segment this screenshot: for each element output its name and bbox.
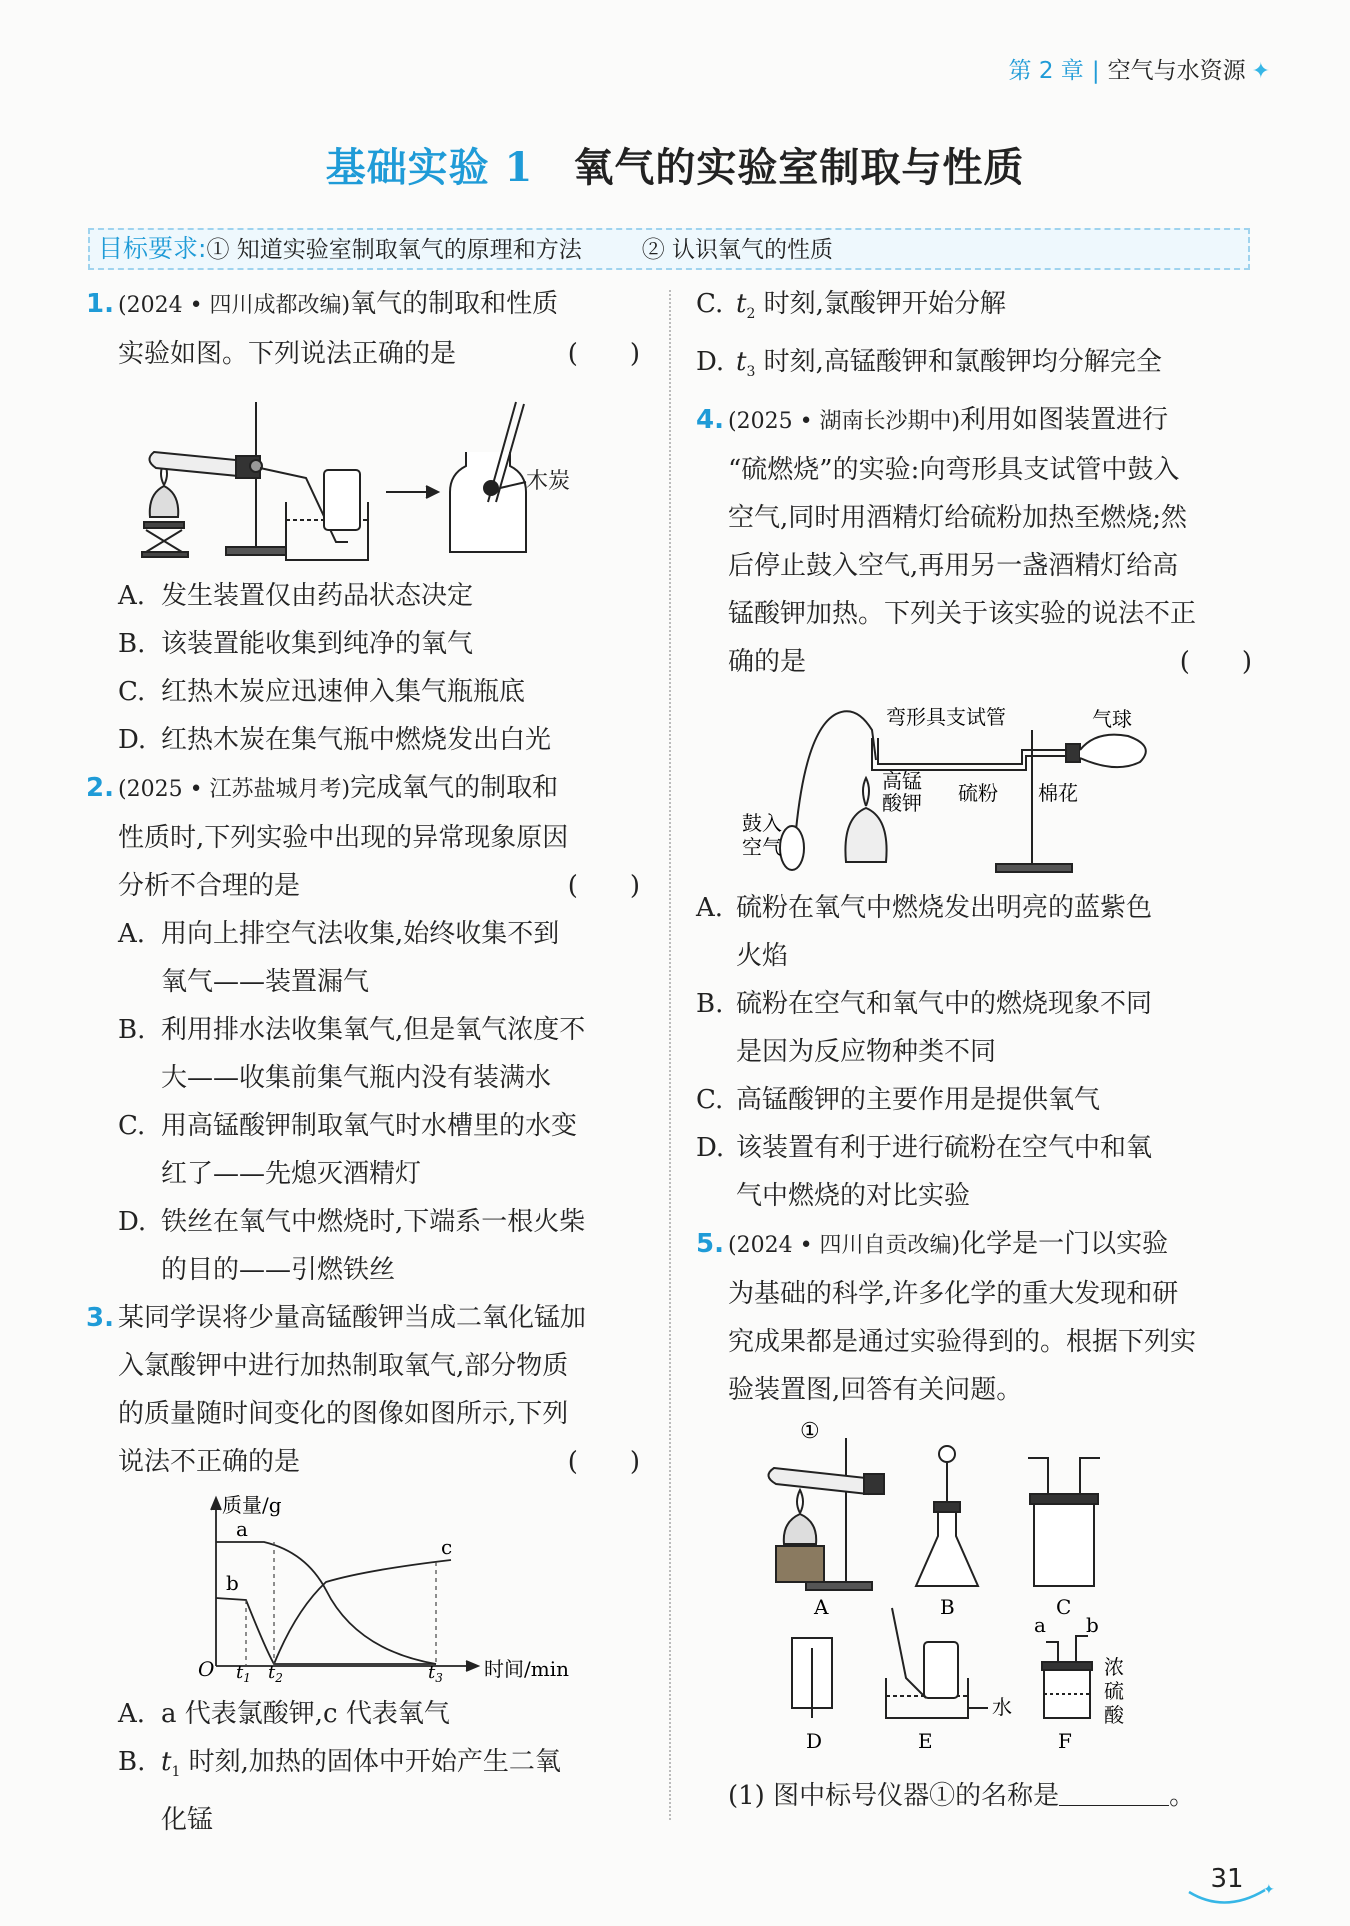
question-number: 3.: [86, 1303, 114, 1333]
acid-label-2: 硫: [1104, 1679, 1124, 1704]
question-stem: 锰酸钾加热。下列关于该实验的说法不正: [728, 599, 1197, 630]
q3-option-b[interactable]: B. $t_1$ 时刻,加热的固体中开始产生二氧 化锰: [118, 1747, 561, 1836]
water-label: 水: [992, 1695, 1012, 1720]
label-b: B: [940, 1595, 955, 1620]
goal-box: [88, 228, 1250, 270]
q1-option-c[interactable]: C. 红热木炭应迅速伸入集气瓶瓶底: [118, 677, 526, 707]
goal-label: 目标要求:: [98, 234, 207, 263]
charcoal-label: 木炭: [526, 469, 571, 494]
lab-apparatus-a-to-f: [696, 1418, 1258, 1768]
goal-item-1: ① 知道实验室制取氧气的原理和方法: [206, 237, 582, 263]
page-number: 31: [1210, 1864, 1244, 1894]
question-source: (2024 • 四川自贡改编): [728, 1233, 961, 1259]
question-stem: 实验如图。下列说法正确的是: [118, 339, 457, 369]
question-number: 2.: [86, 773, 114, 803]
oxygen-apparatus-diagram: [86, 382, 646, 568]
acid-label-1: 浓: [1104, 1655, 1124, 1680]
q5-figure: [696, 1418, 1258, 1768]
title-text: 氧气的实验室制取与性质: [573, 144, 1025, 191]
sulfur-label: 硫粉: [958, 781, 998, 806]
tube-label: 弯形具支试管: [886, 705, 1006, 730]
curve-c-label: c: [441, 1535, 453, 1559]
label-small-b: b: [1086, 1613, 1099, 1638]
label-d: D: [806, 1729, 823, 1754]
right-column: [696, 280, 1258, 1820]
graph-t3: $t_3$: [428, 1662, 443, 1685]
graph-xlabel: 时间/min: [484, 1657, 569, 1681]
question-stem: 为基础的科学,许多化学的重大发现和研: [728, 1279, 1179, 1310]
question-stem: 利用如图装置进行: [960, 405, 1169, 436]
kmno4-label-1: 高锰: [882, 769, 922, 794]
answer-blank[interactable]: [1059, 1776, 1169, 1806]
question-number: 1.: [86, 289, 114, 319]
graph-t1: $t_1$: [236, 1662, 251, 1685]
chapter-number: 第 2 章: [1008, 58, 1084, 84]
column-divider: [669, 290, 671, 1820]
cotton-label: 棉花: [1038, 781, 1078, 806]
q2-option-d[interactable]: D. 铁丝在氧气中燃烧时,下端系一根火柴 的目的——引燃铁丝: [118, 1207, 586, 1285]
q2-option-b[interactable]: B. 利用排水法收集氧气,但是氧气浓度不 大——收集前集气瓶内没有装满水: [118, 1015, 586, 1093]
q3-option-a[interactable]: A. a 代表氯酸钾,c 代表氧气: [118, 1699, 450, 1729]
q3-option-c[interactable]: C. $t_2$ 时刻,氯酸钾开始分解: [696, 289, 1006, 323]
label-a: A: [814, 1595, 829, 1620]
q1-option-a[interactable]: A. 发生装置仅由药品状态决定: [118, 581, 474, 611]
left-column: [86, 280, 646, 1844]
label-e: E: [918, 1729, 933, 1754]
curve-b-label: b: [226, 1571, 239, 1595]
title-label: 基础实验 1: [325, 144, 534, 191]
question-stem: 分析不合理的是: [118, 871, 301, 901]
graph-ylabel: 质量/g: [222, 1493, 282, 1517]
star-icon: ✦: [1251, 59, 1270, 84]
label-small-a: a: [1034, 1613, 1046, 1638]
q4-figure: [696, 690, 1258, 880]
question-stem: 后停止鼓入空气,再用另一盏酒精灯给高: [728, 551, 1179, 582]
question-stem: 空气,同时用酒精灯给硫粉加热至燃烧;然: [728, 503, 1188, 534]
question-1: [86, 280, 646, 378]
question-number: 5.: [696, 1229, 724, 1260]
question-2: [86, 764, 646, 910]
answer-bracket: ( ): [567, 871, 640, 901]
q5-subquestion-1: (1) 图中标号仪器①的名称是 。: [696, 1772, 1258, 1820]
page-title: [0, 136, 1350, 193]
question-stem: 说法不正确的是: [118, 1447, 301, 1477]
q3-option-d[interactable]: D. $t_3$ 时刻,高锰酸钾和氯酸钾均分解完全: [696, 347, 1162, 381]
question-stem: 的质量随时间变化的图像如图所示,下列: [118, 1399, 569, 1429]
q1-figure: [86, 382, 646, 568]
acid-label-3: 酸: [1104, 1703, 1124, 1728]
question-source: (2024 • 四川成都改编): [118, 293, 351, 318]
question-stem: 性质时,下列实验中出现的异常现象原因: [118, 823, 569, 853]
air-label-2: 空气: [742, 835, 782, 860]
answer-bracket: ( ): [567, 1447, 640, 1477]
mass-time-graph: [86, 1490, 646, 1686]
answer-bracket: ( ): [1179, 647, 1252, 678]
air-label-1: 鼓入: [742, 811, 782, 836]
q1-option-d[interactable]: D. 红热木炭在集气瓶中燃烧发出白光: [118, 725, 552, 755]
question-5: [696, 1220, 1258, 1414]
question-stem: 某同学误将少量高锰酸钾当成二氧化锰加: [118, 1303, 587, 1333]
q4-option-c[interactable]: C. 高锰酸钾的主要作用是提供氧气: [696, 1085, 1101, 1116]
question-stem: 入氯酸钾中进行加热制取氧气,部分物质: [118, 1351, 569, 1381]
graph-t2: $t_2$: [268, 1662, 283, 1685]
q3-graph: [86, 1490, 646, 1686]
label-c: C: [1056, 1595, 1072, 1620]
q2-option-c[interactable]: C. 用高锰酸钾制取氧气时水槽里的水变 红了——先熄灭酒精灯: [118, 1111, 578, 1189]
q4-option-b[interactable]: B. 硫粉在空气和氧气中的燃烧现象不同 是因为反应物种类不同: [696, 989, 1153, 1068]
curve-a-label: a: [236, 1517, 248, 1541]
goal-item-2: ② 认识氧气的性质: [641, 237, 834, 263]
question-stem: 究成果都是通过实验得到的。根据下列实: [728, 1327, 1197, 1358]
q4-option-d[interactable]: D. 该装置有利于进行硫粉在空气中和氧 气中燃烧的对比实验: [696, 1133, 1153, 1212]
q4-option-a[interactable]: A. 硫粉在氧气中燃烧发出明亮的蓝紫色 火焰: [696, 893, 1153, 972]
question-stem: “硫燃烧”的实验:向弯形具支试管中鼓入: [728, 455, 1180, 486]
chapter-separator: |: [1091, 58, 1100, 84]
svg-text:✦: ✦: [1263, 1882, 1275, 1898]
question-stem: 化学是一门以实验: [960, 1229, 1169, 1260]
label-f: F: [1058, 1729, 1072, 1754]
question-source: (2025 • 江苏盐城月考): [118, 777, 351, 802]
sulfur-combustion-apparatus: [696, 690, 1258, 880]
question-stem: 确的是: [728, 647, 807, 678]
q1-option-b[interactable]: B. 该装置能收集到纯净的氧气: [118, 629, 474, 659]
chapter-title: 空气与水资源: [1107, 58, 1246, 84]
question-4: [696, 396, 1258, 686]
question-stem: 完成氧气的制取和: [350, 773, 559, 803]
question-3: [86, 1294, 646, 1486]
answer-bracket: ( ): [567, 339, 640, 369]
question-stem: 氧气的制取和性质: [350, 289, 559, 319]
label-circle-1: ①: [800, 1419, 820, 1445]
question-source: (2025 • 湖南长沙期中): [728, 409, 961, 435]
question-stem: 验装置图,回答有关问题。: [728, 1375, 1023, 1406]
kmno4-label-2: 酸钾: [882, 791, 922, 816]
q2-option-a[interactable]: A. 用向上排空气法收集,始终收集不到 氧气——装置漏气: [118, 919, 560, 997]
question-number: 4.: [696, 405, 724, 436]
balloon-label: 气球: [1092, 707, 1132, 732]
chapter-header: [1009, 52, 1270, 85]
graph-origin: O: [198, 1657, 215, 1681]
